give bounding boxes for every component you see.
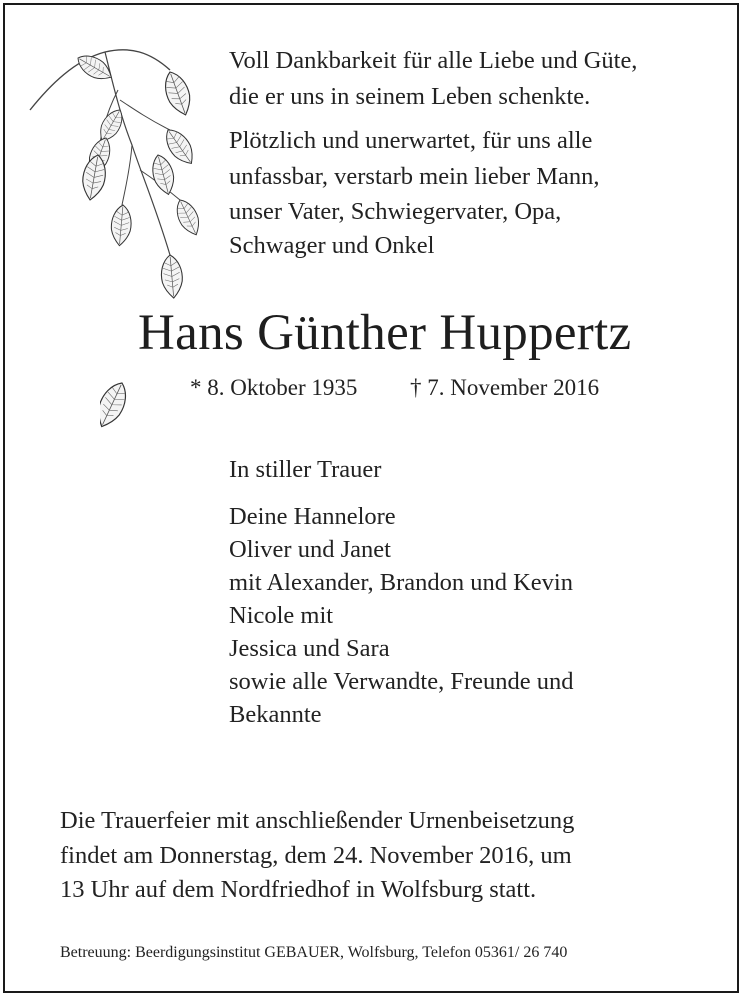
funeral-home-credit: Betreuung: Beerdigungsinstitut GEBAUER, Wolfsburg, Telefon 05361/ 26 740	[60, 944, 568, 961]
intro-line: Plötzlich und unerwartet, für uns alle	[229, 127, 593, 154]
mourners-heading: In stiller Trauer	[229, 456, 382, 483]
birch-branch-icon	[20, 30, 210, 300]
intro-line: unser Vater, Schwiegervater, Opa,	[229, 198, 562, 225]
birth-date: * 8. Oktober 1935	[190, 375, 358, 400]
mourner-line: Nicole mit	[229, 602, 334, 629]
ceremony-line: 13 Uhr auf dem Nordfriedhof in Wolfsburg statt.	[60, 876, 537, 903]
mourner-line: sowie alle Verwandte, Freunde und	[229, 668, 574, 695]
falling-leaf-icon	[100, 378, 145, 443]
intro-line: Schwager und Onkel	[229, 232, 435, 259]
intro-line: unfassbar, verstarb mein lieber Mann,	[229, 163, 600, 190]
mourner-line: mit Alexander, Brandon und Kevin	[229, 569, 573, 596]
death-date: † 7. November 2016	[410, 375, 600, 400]
intro-line: Voll Dankbarkeit für alle Liebe und Güte,	[229, 47, 638, 74]
ceremony-line: findet am Donnerstag, dem 24. November 2016, um	[60, 842, 572, 869]
mourner-line: Jessica und Sara	[229, 635, 390, 662]
ceremony-line: Die Trauerfeier mit anschließender Urnenbeisetzung	[60, 807, 575, 834]
deceased-name: Hans Günther Huppertz	[138, 305, 632, 361]
mourner-line: Bekannte	[229, 701, 322, 728]
mourner-line: Oliver und Janet	[229, 536, 391, 563]
mourner-line: Deine Hannelore	[229, 503, 396, 530]
intro-line: die er uns in seinem Leben schenkte.	[229, 83, 591, 110]
